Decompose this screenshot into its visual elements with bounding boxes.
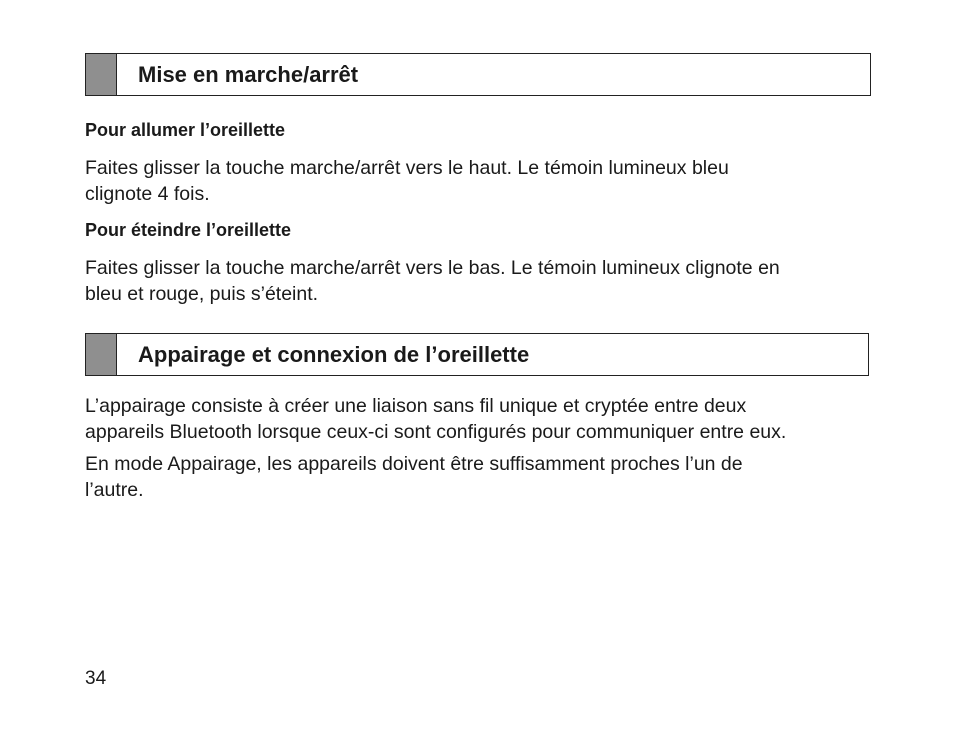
section-title: Appairage et connexion de l’oreillette (138, 341, 530, 367)
paragraph-line: bleu et rouge, puis s’éteint. (85, 283, 319, 305)
paragraph-line: L’appairage consiste à créer une liaison sans fil unique et cryptée entre deux (85, 395, 747, 417)
paragraph-line: l’autre. (85, 479, 144, 501)
section-title: Mise en marche/arrêt (138, 61, 359, 87)
paragraph-line: clignote 4 fois. (85, 183, 210, 205)
paragraph-line: appareils Bluetooth lorsque ceux-ci sont configurés pour communiquer entre eux. (85, 421, 787, 443)
paragraph-line: Faites glisser la touche marche/arrêt vers le haut. Le témoin lumineux bleu (85, 157, 729, 179)
section-header-pairing (85, 333, 869, 376)
paragraph-power-on (85, 155, 885, 207)
section-header-power (85, 53, 871, 96)
section-marker (86, 334, 117, 375)
paragraph-line: En mode Appairage, les appareils doivent être suffisamment proches l’un de (85, 453, 743, 475)
paragraph-line: Faites glisser la touche marche/arrêt vers le bas. Le témoin lumineux clignote en (85, 257, 780, 279)
subheading-power-off: Pour éteindre l’oreillette (85, 220, 292, 240)
paragraph-pairing-definition (85, 393, 885, 445)
paragraph-power-off (85, 255, 885, 307)
paragraph-pairing-mode (85, 451, 885, 503)
subheading-power-on: Pour allumer l’oreillette (85, 120, 286, 140)
page-number: 34 (85, 668, 107, 689)
section-marker (86, 54, 117, 95)
